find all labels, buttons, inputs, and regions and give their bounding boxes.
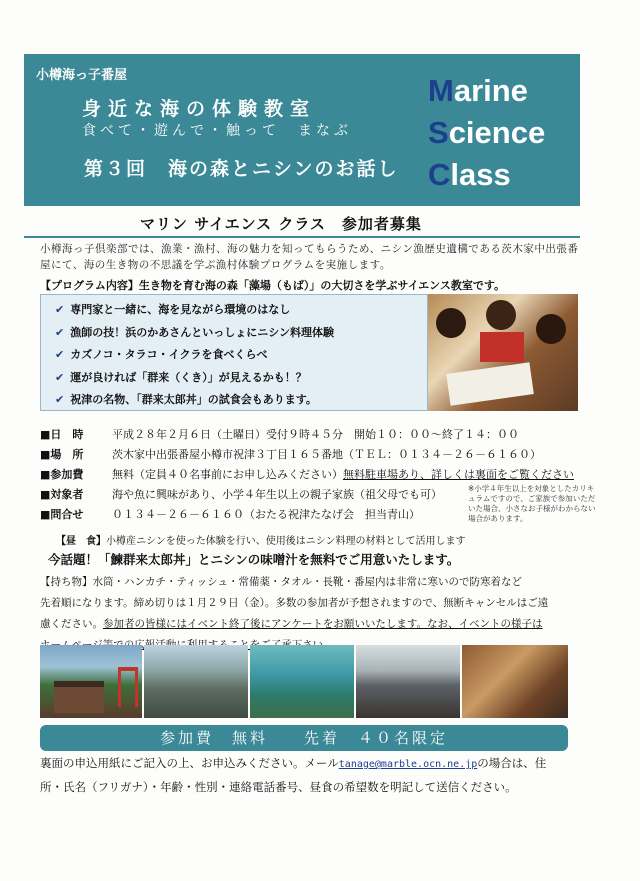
program-heading: 【プログラム内容】生き物を育む海の森「藻場（もば）」の大切さを学ぶサイエンス教室です。 (40, 279, 505, 292)
fee-banner (40, 725, 568, 751)
check-icon: ✔ (55, 393, 65, 406)
program-list-box (40, 294, 428, 411)
lunch-highlight: 今話題！「鰊群来太郎丼」とニシンの味噌汁を無料でご用意いたします。 (48, 552, 460, 567)
header-banner (24, 54, 580, 206)
lunch-label: 【昼 食】 (56, 536, 106, 547)
info-row-place (40, 445, 600, 465)
photo-strip (40, 645, 568, 718)
check-icon: ✔ (55, 303, 65, 316)
program-item: ✔ 運が良ければ「群来（くき）」が見えるかも！？ (55, 370, 307, 384)
age-side-note: ※小学４年生以上を対象としたカリキュラムですので、ご家族で参加いただいた場合、小さなお子様がわからない場合があります。 (468, 484, 596, 523)
info-row-date (40, 425, 600, 445)
fee-free-text: 参加費 無料 (159, 729, 268, 747)
place-label: ■場 所 (40, 448, 84, 461)
email-link[interactable]: tanage@marble.ocn.ne.jp (338, 759, 478, 770)
notes-line: 【持ち物】水筒・ハンカチ・ティッシュ・常備薬・タオル・長靴・番屋内は非常に寒いので防寒着など (40, 576, 522, 588)
marine-science-class-logo: Marine Science Class (428, 73, 546, 192)
application-text (40, 752, 600, 798)
check-icon: ✔ (55, 325, 65, 339)
lunch-text: 小樽産ニシンを使った体験を行い、使用後はニシン料理の材料として活用します (106, 536, 466, 547)
lunch-info (56, 532, 466, 547)
check-icon: ✔ (55, 370, 65, 384)
beach-photo (356, 645, 460, 718)
target-label: ■対象者 (40, 488, 84, 501)
episode-title: 第３回 海の森とニシンのお話し (84, 158, 399, 180)
target-value: 海や魚に興味があり、小学４年生以上の親子家族（祖父母でも可） (112, 488, 442, 501)
apply-line-2: 所・氏名（フリガナ）・年齢・性別・連絡電話番号、昼食の希望数を明記して送信ください。 (40, 780, 517, 794)
fee-value: 無料（定員４０名事前にお申し込みください）無料駐車場あり、詳しくは裏面をご覧ください (112, 468, 574, 481)
date-value: 平成２８年２月６日（土曜日）受付９時４５分 開始１０：００～終了１４：００ (112, 428, 519, 441)
program-item: ✔ 漁師の技！浜のかあさんといっしょにニシン料理体験 (55, 325, 334, 339)
contact-value: ０１３４－２６－６１６０（おたる祝津たなげ会 担当青山） (112, 508, 420, 521)
program-item: ✔ 専門家と一緒に、海を見ながら環境のはなし (55, 303, 291, 316)
organizer-name: 小樽海っ子番屋 (36, 68, 128, 83)
underwater-seaweed-photo (250, 645, 354, 718)
date-label: ■日 時 (40, 428, 84, 441)
place-value: 茨木家中出張番屋小樽市祝津３丁目１６５番地（ＴＥＬ：０１３４－２６－６１６０） (112, 448, 541, 461)
banya-building-photo (40, 645, 142, 718)
title-line-2: 食べて・遊んで・触って まなぶ (82, 123, 352, 139)
cooking-activity-photo (462, 645, 568, 718)
intro-text: 小樽海っ子倶楽部では、漁業・漁村、海の魅力を知ってもらうため、ニシン漁歴史遺構である茨木家中出張番屋にて、海の生き物の不思議を学ぶ漁村体験プログラムを実施します。 (40, 243, 579, 271)
title-line-1: 身近な海の体験教室 (82, 98, 317, 120)
capacity-text: 先着 ４０名限定 (304, 729, 449, 747)
notes-line: 先着順になります。締め切りは１月２９日（金）。多数の参加者が予想されますので、無断キャンセルはご遠 (40, 597, 549, 609)
parking-note: 無料駐車場あり、詳しくは裏面をご覧ください (343, 468, 574, 481)
contact-label: ■問合せ (40, 508, 84, 521)
program-item: ✔ 祝津の名物、「群来太郎丼」の試食会もあります。 (55, 393, 317, 406)
apply-line-1: 裏面の申込用紙にご記入の上、お申込みください。メールtanage@marble.ocn.ne.jpの場合は、住 (40, 756, 547, 770)
place-tel: ＴＥＬ：０１３４－２６－６１６０ (354, 448, 530, 461)
check-icon: ✔ (55, 348, 65, 361)
notes-line: 慮ください。参加者の皆様にはイベント終了後にアンケートをお願いいたします。なお、イベントの様子は (40, 618, 543, 630)
info-row-fee (40, 465, 600, 485)
recruit-heading: マリン サイエンス クラス 参加者募集 (140, 215, 422, 233)
divider (24, 236, 580, 238)
notes-block (40, 572, 600, 656)
children-activity-photo (428, 294, 578, 411)
rocky-shore-photo (144, 645, 248, 718)
fee-label: ■参加費 (40, 468, 84, 481)
program-item: ✔ カズノコ・タラコ・イクラを食べくらべ (55, 348, 268, 361)
